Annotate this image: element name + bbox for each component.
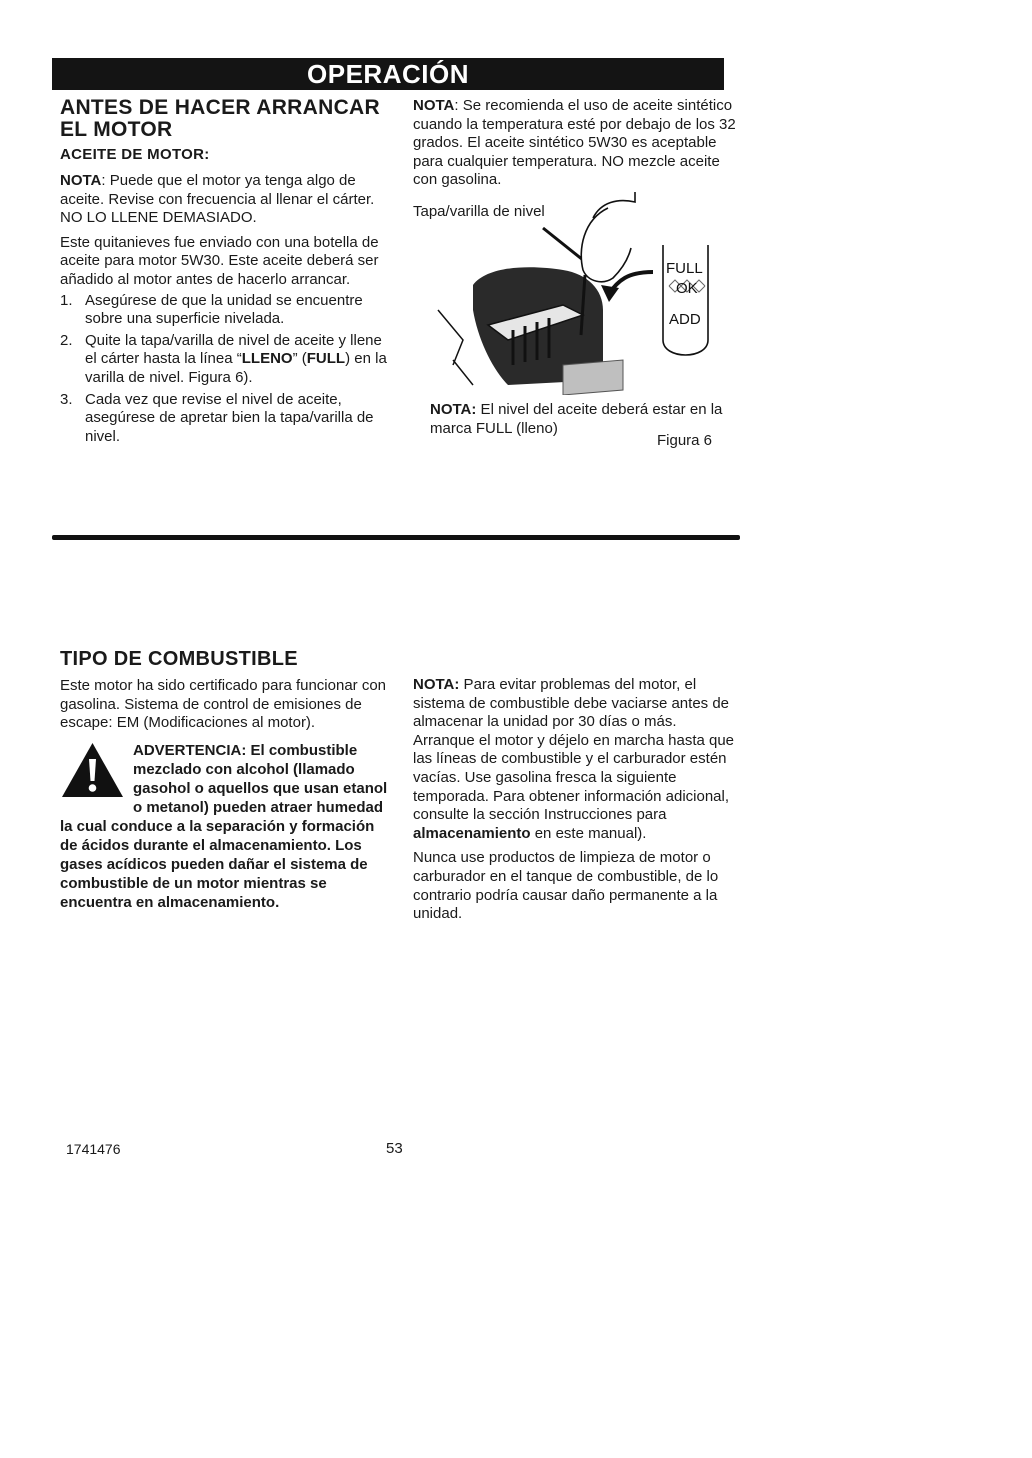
title-line-2: EL MOTOR — [60, 118, 173, 141]
dip-add-label: ADD — [669, 311, 701, 328]
figure-callout: Tapa/varilla de nivel — [413, 203, 545, 220]
step-text: Quite la tapa/varilla de nivel de aceite y llene el cárter hasta la línea “ — [85, 331, 382, 368]
dip-ok-label: OK — [676, 280, 698, 297]
caption-text: El nivel del aceite deberá estar en la marca FULL (lleno) — [430, 401, 723, 437]
dip-full-label: FULL — [666, 260, 703, 277]
oil-section-right — [413, 97, 738, 190]
note-label: NOTA — [413, 97, 455, 114]
warning-triangle-icon — [60, 741, 125, 799]
step-item — [60, 391, 390, 447]
section-title — [60, 97, 390, 141]
note-label: NOTA — [60, 172, 102, 189]
fuel-section-left — [60, 648, 390, 912]
page-number: 53 — [386, 1140, 403, 1157]
fuel-section-right — [413, 676, 738, 924]
note-text: en este manual). — [530, 824, 647, 842]
storage-note — [413, 676, 738, 843]
note-text: : Puede que el motor ya tenga algo de aceite. Revise con frecuencia al llenar el cárter. NO LO LLENE DEMASIADO. — [60, 172, 375, 227]
intro-paragraph: Este quitanieves fue enviado con una botella de aceite para motor 5W30. Este aceite deberá ser añadido al motor antes de hacerlo arrancar. — [60, 233, 379, 288]
warning-text: ADVERTENCIA: El combustible mezclado con alcohol (llamado gasohol o aquellos que usan etanol o metanol) pueden atraer humedad la cual conduce a la separación y formación de ácidos durante el almacenamiento. Los gases acídicos pueden dañar el sistema de combustible de un motor mientras se encuentra en almacenamiento. — [60, 741, 388, 911]
note-bold: almacenamiento — [413, 824, 531, 842]
section-title: TIPO DE COMBUSTIBLE — [60, 648, 298, 670]
step-bold: LLENO — [241, 350, 293, 368]
note-text: Para evitar problemas del motor, el sistema de combustible debe vaciarse antes de almacenar la unidad por 30 días o más. Arranque el motor y déjelo en marcha hasta que las líneas de combustible y el carburador estén vacías. Use gasolina fresca la siguiente temporada. Para obtener información adicional, consulte la sección Instrucciones para — [413, 676, 735, 824]
step-number: 3. — [60, 390, 73, 408]
fuel-paragraph: Este motor ha sido certificado para funcionar con gasolina. Sistema de control de emisiones de escape: EM (Modificaciones al motor). — [60, 677, 387, 732]
pointer-arrowhead — [601, 285, 619, 302]
document-number: 1741476 — [66, 1141, 121, 1157]
caption-label: NOTA: — [430, 401, 477, 418]
note-paragraph — [60, 172, 390, 228]
step-text: Asegúrese de que la unidad se encuentre sobre una superficie nivelada. — [85, 291, 363, 328]
section-divider — [52, 535, 740, 540]
hand-icon — [581, 192, 635, 282]
step-bold: FULL — [306, 350, 346, 368]
title-line-1: ANTES DE HACER ARRANCAR — [60, 96, 380, 119]
step-text: ” ( — [292, 350, 307, 368]
note-label: NOTA: — [413, 676, 460, 693]
step-item — [60, 292, 390, 329]
warning-block — [60, 741, 390, 912]
cleaner-warning: Nunca use productos de limpieza de motor o carburador en el tanque de combustible, de lo contrario podría causar daño permanente a la unidad. — [413, 849, 719, 923]
figure-number: Figura 6 — [657, 432, 713, 449]
step-item — [60, 332, 390, 388]
engine-base — [563, 360, 623, 395]
oil-section-left — [60, 97, 390, 449]
step-text: Cada vez que revise el nivel de aceite, asegúrese de apretar bien la tapa/varilla de nivel. — [85, 390, 374, 445]
step-number: 1. — [60, 291, 73, 309]
subtitle: ACEITE DE MOTOR: — [60, 146, 210, 163]
frame-lines — [438, 310, 473, 385]
section-banner: OPERACIÓN — [52, 58, 724, 90]
steps-list — [60, 292, 390, 447]
step-text: ) en la varilla de nivel. Figura 6). — [85, 350, 387, 386]
step-number: 2. — [60, 331, 73, 349]
note-text: : Se recomienda el uso de aceite sintético cuando la temperatura esté por debajo de los 32 grados. El aceite sintético 5W30 es aceptable para cualquier temperatura. NO mezcle aceite con gasolina. — [413, 97, 736, 189]
dipstick-illustration — [413, 190, 723, 395]
synthetic-note — [413, 97, 738, 190]
